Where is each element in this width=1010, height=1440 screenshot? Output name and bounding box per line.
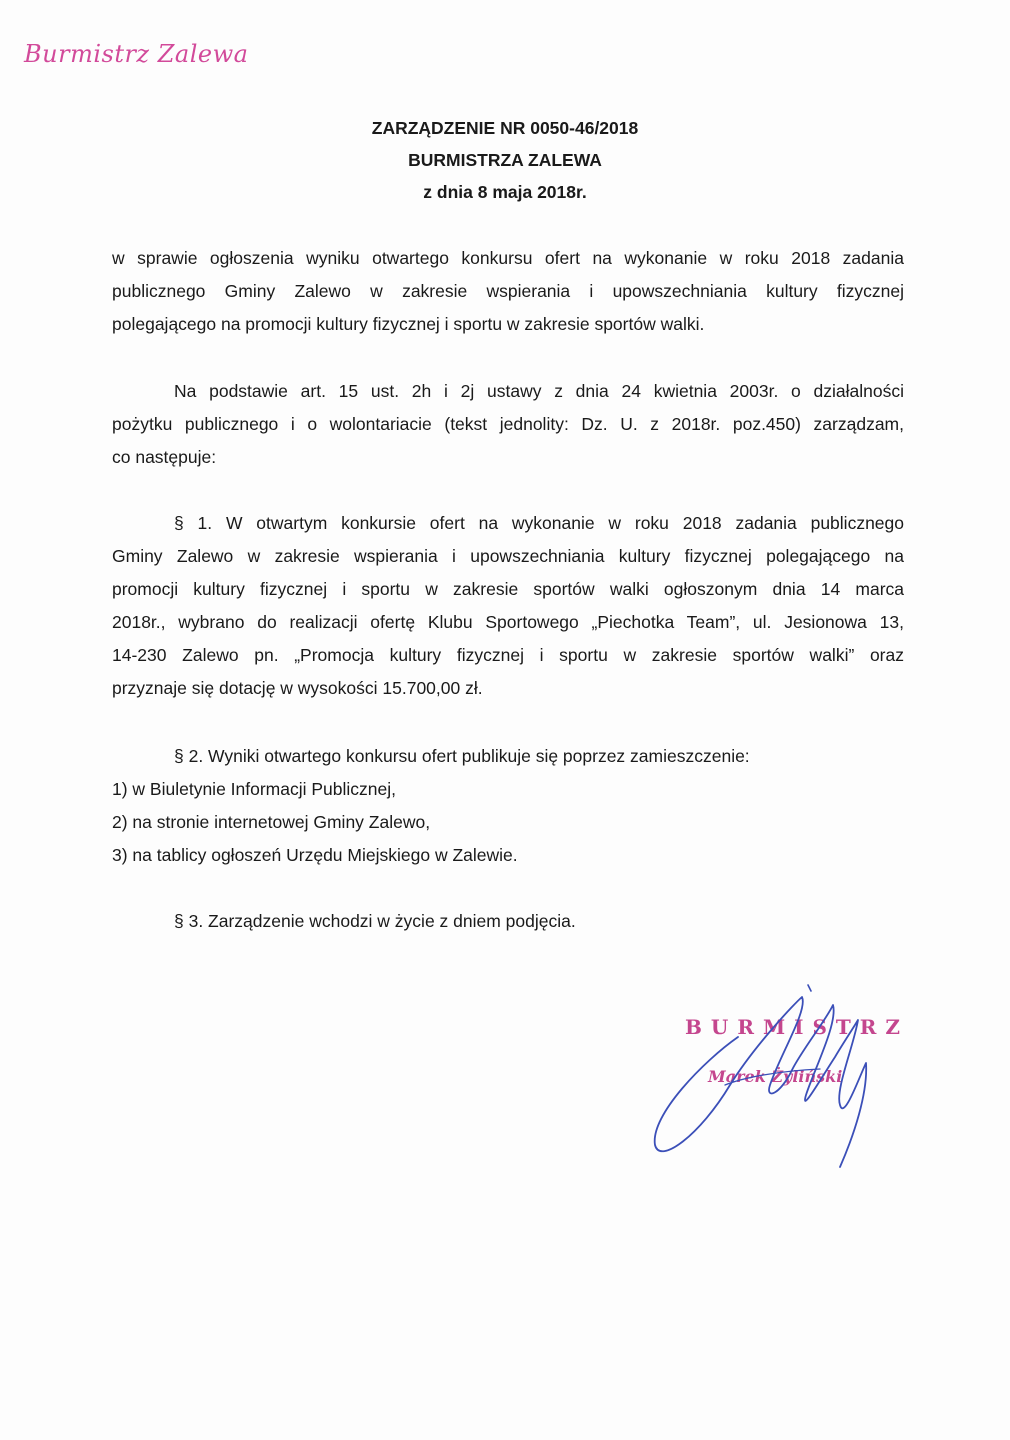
- paragraph-3-text: § 3. Zarządzenie wchodzi w życie z dniem podjęcia.: [174, 911, 576, 931]
- subject-paragraph: [112, 242, 904, 341]
- paragraph-1: [112, 507, 904, 705]
- title-line-issuer: BURMISTRZA ZALEWA: [408, 150, 602, 170]
- paragraph-1-line: przyznaje się dotację w wysokości 15.700,00 zł.: [112, 678, 483, 698]
- list-item: 1) w Biuletynie Informacji Publicznej,: [112, 779, 397, 799]
- title-line-date: z dnia 8 maja 2018r.: [423, 182, 587, 202]
- subject-line: polegającego na promocji kultury fizycznej i sportu w zakresie sportów walki.: [112, 314, 705, 334]
- paragraph-3: [112, 905, 904, 938]
- legal-basis-paragraph: [112, 375, 904, 474]
- paragraph-2-intro: § 2. Wyniki otwartego konkursu ofert publikuje się poprzez zamieszczenie:: [174, 746, 750, 766]
- paragraph-1-line: 14-230 Zalewo pn. „Promocja kultury fizycznej i sportu w zakresie sportów walki” oraz: [112, 645, 904, 665]
- title-line-number: ZARZĄDZENIE NR 0050-46/2018: [371, 118, 639, 138]
- issuer-header-mark: Burmistrz Zalewa: [24, 40, 249, 68]
- paragraph-1-line: § 1. W otwartym konkursie ofert na wykonanie w roku 2018 zadania publicznego: [174, 513, 904, 533]
- stamp-name: Marek Żyliński: [708, 1067, 843, 1086]
- basis-line: pożytku publicznego i o wolontariacie (tekst jednolity: Dz. U. z 2018r. poz.450) zarządzam,: [112, 414, 904, 434]
- stamp-title: BURMISTRZ: [685, 1015, 910, 1039]
- document-title: [0, 112, 1010, 208]
- list-item: 2) na stronie internetowej Gminy Zalewo,: [112, 812, 431, 832]
- subject-line: w sprawie ogłoszenia wyniku otwartego konkursu ofert na wykonanie w roku 2018 zadania: [112, 248, 904, 268]
- signature-stamp: [630, 975, 910, 1175]
- basis-line: Na podstawie art. 15 ust. 2h i 2j ustawy z dnia 24 kwietnia 2003r. o działalności: [174, 381, 904, 401]
- handwritten-signature: [630, 975, 890, 1175]
- paragraph-1-line: Gminy Zalewo w zakresie wspierania i upowszechniania kultury fizycznej polegającego na: [112, 546, 904, 566]
- paragraph-1-line: promocji kultury fizycznej i sportu w zakresie sportów walki ogłoszonym dnia 14 marca: [112, 579, 904, 599]
- subject-line: publicznego Gminy Zalewo w zakresie wspierania i upowszechniania kultury fizycznej: [112, 281, 904, 301]
- list-item: 3) na tablicy ogłoszeń Urzędu Miejskiego w Zalewie.: [112, 845, 518, 865]
- basis-line: co następuje:: [112, 447, 217, 467]
- paragraph-1-line: 2018r., wybrano do realizacji ofertę Klubu Sportowego „Piechotka Team”, ul. Jesionowa 13,: [112, 612, 904, 632]
- paragraph-2: [112, 740, 904, 872]
